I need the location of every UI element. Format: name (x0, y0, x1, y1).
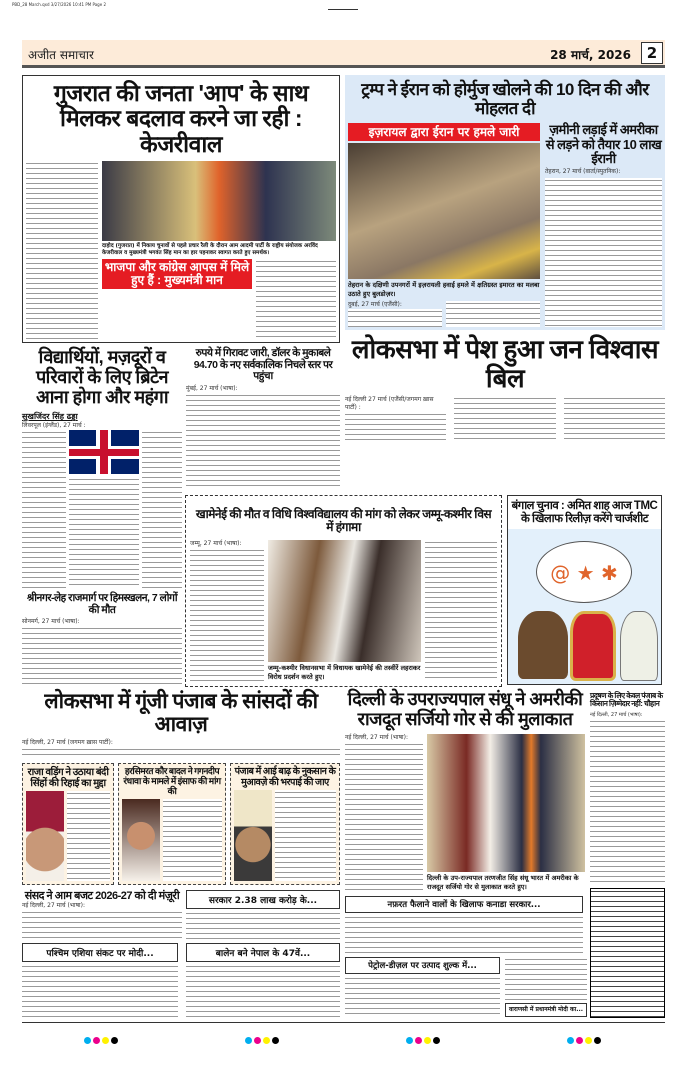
story-punjab-mps (22, 690, 340, 885)
newspaper-name: अजीत समाचार (28, 48, 94, 62)
subhead-box: भाजपा और कांग्रेस आपस में मिले हुए हैं : मुख्यमंत्री मान (102, 259, 252, 289)
portrait-harsimrat-badal (122, 799, 160, 881)
dateline: नई दिल्ली 27 मार्च (एजैंसी/जगमग ख़ास पार्टी) : (345, 396, 434, 412)
story-srinagar-avalanche (22, 593, 182, 688)
continued-story (186, 890, 340, 940)
cartoon-bengal-election (507, 495, 662, 685)
article-body (275, 790, 336, 881)
byline: सुखजिंदर सिंह ढड्डा (22, 412, 78, 422)
sub-story-box (118, 763, 226, 885)
continued-headline: नफ़रत फैलाने वालों के खिलाफ कनाडा सरकार... (345, 896, 583, 913)
dateline: नई दिल्ली, 27 मार्च (भाषा): (22, 902, 85, 910)
photo-caption: दाहोद (गुजरात) में निकाय चुनावों से पहले प्रचार रैली के दौरान आम आदमी पार्टी के राष्ट्रीय संयोजक अरविंद केजरीवाल व मुख्यमंत्री भगवंत सिंह मान का हार पहनाकर स्वागत करते हुए समर्थक। (102, 242, 318, 256)
headline: लोकसभा में पेश हुआ जन विश्वास बिल (351, 334, 659, 393)
cartoon-figure (620, 611, 658, 681)
headline: श्रीनगर-लेह राजमार्ग पर हिमस्खलन, 7 लोगों की मौत (26, 592, 178, 616)
photo-rally (102, 161, 336, 241)
article-body (348, 309, 442, 327)
photo-caption: तेहरान के दक्षिणी उपनगरों में इज़रायली हवाई हमले में क्षतिग्रस्त इमारत का मलबा उठाते हुए बुलडोज़र। (348, 281, 540, 298)
color-registration-marks (22, 1022, 665, 1048)
continued-headline: वाराणसी में प्रधानमंत्री मोदी का... (505, 1003, 587, 1017)
article-body (190, 548, 264, 682)
article-body (22, 910, 182, 940)
headline: खामेनेई की मौत व विधि विश्वविद्यालय की मांग को लेकर जम्मू-कश्मीर विस में हंगामा (195, 507, 492, 535)
continued-headline: पेट्रोल-डीज़ल पर उत्पाद शुल्क में... (345, 957, 500, 974)
dateline: जम्मू, 27 मार्च (भाषा): (190, 540, 242, 548)
article-body (69, 477, 139, 588)
headline: रुपये में गिरावट जारी, डॉलर के मुकाबले 94.70 के नए सर्वकालिक निचले स्तर पर पहुंचा (193, 347, 333, 383)
photo-bulldozer (348, 143, 540, 279)
headline: बंगाल चुनाव : अमित शाह आज TMC के खिलाफ रिलीज़ करेंगे चार्जशीट (508, 496, 661, 529)
continued-story (186, 943, 340, 1017)
photo-sandhu-gor (427, 734, 585, 872)
side-headline: ज़मीनी लड़ाई में अमरीका से लड़ने को तैयार 10 लाख ईरानी (545, 122, 662, 166)
article-body (22, 964, 178, 1017)
page-number: 2 (641, 42, 663, 64)
article-body (505, 957, 587, 1001)
dateline: दुबई, 27 मार्च (एजैंसी): (348, 301, 402, 308)
article-body (26, 161, 98, 339)
article-body (425, 540, 497, 682)
dateline: नई दिल्ली, 27 मार्च (जगमग ख़ास पार्टी): (22, 739, 113, 747)
continued-story (22, 943, 178, 1017)
story-britain-visa (22, 348, 182, 588)
dateline: मुंबई, 27 मार्च (भाषा): (186, 384, 238, 392)
continued-headline: सरकार 2.38 लाख करोड़ के... (186, 890, 340, 909)
article-body (163, 799, 222, 881)
story-rupee (186, 348, 340, 488)
cartoon-figure (518, 611, 568, 679)
article-body (345, 915, 583, 954)
article-body (345, 742, 423, 892)
continued-story (345, 957, 500, 1017)
headline: दिल्ली के उपराज्यपाल संधू ने अमरीकी राजदूत सर्जियो गोर से की मुलाकात (347, 689, 583, 729)
continued-story (505, 957, 587, 1017)
photo-caption: जम्मू-कश्मीर विधानसभा में विधायक खामेनेई की तस्वीरें लहराकर विरोध प्रदर्शन करते हुए। (268, 664, 421, 681)
public-notice-box (590, 888, 665, 1018)
portrait-mp (234, 790, 272, 881)
continued-story (345, 896, 583, 954)
article-body (446, 301, 540, 327)
photo-caption: दिल्ली के उप-राज्यपाल तरणजीत सिंह संधू भारत में अमरीका के राजदूत सर्जियो गोर से मुलाकात करते हुए। (427, 874, 579, 891)
article-body (345, 412, 446, 440)
article-body (590, 719, 665, 885)
story-trump-iran (345, 75, 665, 330)
sub-headline: राजा वड़िंग ने उठाया बंदी सिंहों की रिहाई का मुद्दा (27, 767, 109, 790)
dateline: नई दिल्ली, 27 मार्च (भाषा): (345, 733, 408, 741)
masthead-bar (22, 40, 665, 68)
story-chouhan (590, 692, 665, 884)
sub-headline: हरसिमरत कौर बादल ने गगनदीप रंधावा के मामले में इंसाफ की मांग की (123, 766, 221, 796)
print-slug: PBD_28 March.qxd 3/27/2026 10:41 PM Page 2 (12, 2, 106, 7)
article-body (454, 396, 555, 440)
article-body (345, 976, 500, 1017)
sub-story-box (230, 763, 340, 885)
story-sandhu-gor (345, 690, 585, 892)
article-body (256, 259, 336, 339)
photo-label: इज़रायल द्वारा ईरान पर हमले जारी (348, 123, 540, 141)
story-khamenei-jk-assembly (185, 495, 502, 687)
story-budget (22, 890, 182, 940)
story-kejriwal (22, 75, 340, 343)
headline: संसद ने आम बजट 2026-27 को दी मंज़ूरी (24, 890, 180, 902)
dateline: नई दिल्ली, 27 मार्च (भाषा): (590, 711, 643, 718)
story-jan-vishwas (345, 335, 665, 440)
headline: विद्यार्थियों, मज़दूरों व परिवारों के लिए ब्रिटेन आना होगा और महंगा (35, 347, 169, 407)
headline: लोकसभा में गूंजी पंजाब के सांसदों की आवाज़ (44, 690, 318, 737)
article-body (67, 791, 110, 881)
registration-mark (328, 9, 358, 10)
headline: गुजरात की जनता 'आप' के साथ मिलकर बदलाव करने जा रही : केजरीवाल (53, 80, 309, 157)
article-body (186, 911, 340, 940)
dateline: सोनमर्ग, 27 मार्च (भाषा): (22, 618, 80, 626)
article-body (22, 430, 66, 588)
continued-headline: बालेन बने नेपाल के 47वें... (186, 943, 340, 962)
headline: प्रदूषण के लिए केवल पंजाब के किसान ज़िम्मेदार नहीं: चौहान (590, 691, 663, 709)
cartoon-chair (570, 611, 616, 681)
dateline: लिवरपूल (इंग्लैंड), 27 मार्च : (22, 422, 86, 430)
article-body (22, 626, 182, 688)
side-dateline: तेहरान, 27 मार्च (वार्ता/स्पुतनिक): (545, 168, 621, 176)
uk-flag-image (69, 430, 139, 474)
sub-headline: पंजाब में आई बाढ़ के नुकसान के मुआवज़े की भरपाई की जाए (234, 766, 336, 788)
side-body (545, 178, 662, 327)
article-body (564, 396, 665, 440)
issue-date: 28 मार्च, 2026 (550, 48, 631, 62)
article-body (22, 747, 340, 759)
article-body (186, 393, 340, 488)
article-body (142, 430, 182, 588)
continued-headline: पश्चिम एशिया संकट पर मोदी... (22, 943, 178, 962)
photo-assembly-protest (268, 540, 421, 662)
article-body (186, 964, 340, 1017)
cartoon-thought-bubble: @ ★ ✱ (536, 541, 632, 603)
headline: ट्रम्प ने ईरान को होर्मुज खोलने की 10 दिन की और मोहलत दी (361, 80, 649, 118)
portrait-raja-warring (26, 791, 64, 881)
sub-story-box (22, 763, 114, 885)
